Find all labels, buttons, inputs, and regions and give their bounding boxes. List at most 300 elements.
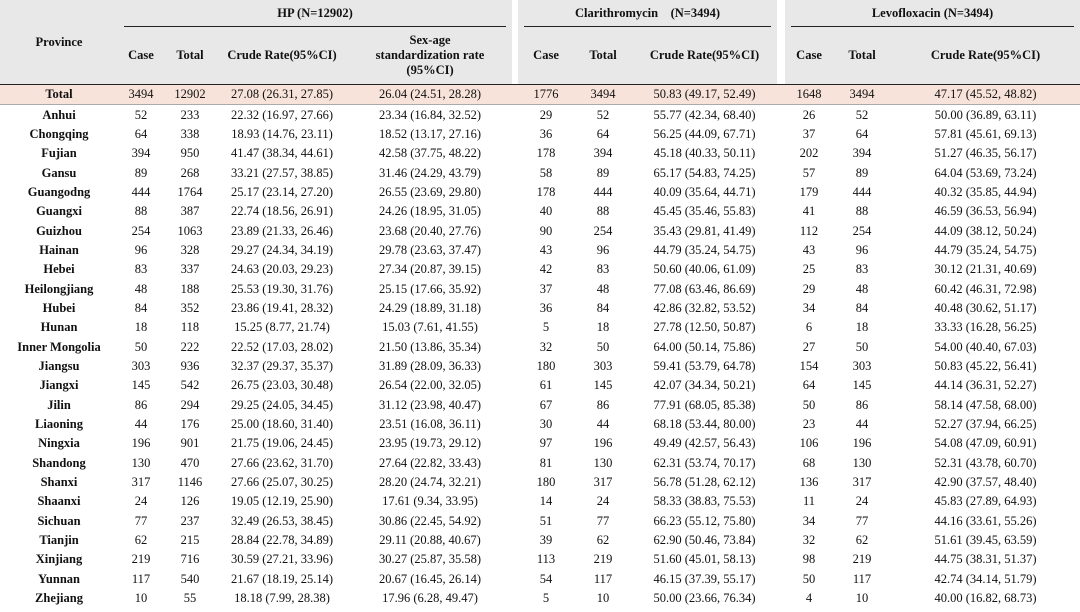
- hp-crude-rate-cell: 26.75 (23.03, 30.48): [230, 378, 334, 393]
- hp-crude-rate-cell: 25.17 (23.14, 27.20): [230, 184, 334, 199]
- levo-total-cell: 444: [852, 184, 872, 199]
- hp-crude-rate-cell: 27.66 (25.07, 30.25): [230, 475, 334, 490]
- levo-case-cell: 37: [802, 126, 816, 141]
- levo-crude-rate-cell: 54.00 (40.40, 67.03): [934, 339, 1037, 354]
- hp-std-rate-cell: 26.04 (24.51, 28.28): [348, 85, 512, 105]
- levo-case-cell: 41: [802, 204, 816, 219]
- levo-case-cell: 4: [805, 591, 813, 606]
- column-gap: [777, 396, 785, 415]
- levo-case-cell: 43: [802, 242, 816, 257]
- hp-std-header: [348, 27, 512, 85]
- clar-crude-header: Crude Rate(95%CI): [632, 27, 777, 85]
- province-cell: Anhui: [42, 107, 76, 122]
- column-gap: [777, 183, 785, 202]
- hp-std-rate-cell: 15.03 (7.61, 41.55): [382, 320, 478, 335]
- hp-std-rate-cell: 23.68 (20.40, 27.76): [378, 223, 482, 238]
- province-cell: Jilin: [47, 397, 71, 412]
- table-row: [0, 454, 1080, 473]
- column-gap: [777, 550, 785, 569]
- column-gap: [777, 279, 785, 298]
- clar-case-cell: 51: [539, 513, 553, 528]
- hp-group-label: HP (N=12902): [277, 6, 353, 20]
- hp-std-rate-cell: 21.50 (13.86, 35.34): [378, 339, 482, 354]
- clarithromycin-group-header: [518, 0, 777, 27]
- levo-crude-rate-cell: 58.14 (47.58, 68.00): [934, 397, 1037, 412]
- hp-crude-rate-cell: 23.89 (21.33, 26.46): [230, 223, 334, 238]
- hp-crude-rate-cell: 19.05 (12.19, 25.90): [230, 494, 334, 509]
- clar-crude-rate-cell: 58.33 (38.83, 75.53): [653, 494, 756, 509]
- clar-case-cell: 43: [539, 242, 553, 257]
- levo-crude-rate-cell: 60.42 (46.31, 72.98): [934, 281, 1037, 296]
- column-gap: [777, 531, 785, 550]
- hp-case-cell: 18: [134, 320, 148, 335]
- column-gap: [777, 570, 785, 589]
- clar-crude-rate-cell: 50.00 (23.66, 76.34): [653, 591, 756, 606]
- hp-case-cell: 317: [131, 475, 151, 490]
- levo-total-cell: 10: [855, 591, 869, 606]
- hp-std-rate-cell: 30.27 (25.87, 35.58): [378, 552, 482, 567]
- province-cell: Xinjiang: [35, 552, 83, 567]
- levo-crude-rate-cell: 52.31 (43.78, 60.70): [934, 455, 1037, 470]
- clar-crude-rate-cell: 77.91 (68.05, 85.38): [653, 397, 756, 412]
- hp-crude-rate-cell: 29.27 (24.34, 34.19): [230, 242, 334, 257]
- hp-case-cell: 254: [131, 223, 151, 238]
- levo-total-cell: 86: [855, 397, 869, 412]
- clar-crude-rate-cell: 68.18 (53.44, 80.00): [653, 417, 756, 432]
- clar-total-cell: 254: [593, 223, 613, 238]
- table-row: [0, 163, 1080, 182]
- clar-case-cell: 5: [542, 591, 550, 606]
- levo-case-cell: 106: [799, 436, 819, 451]
- clar-total-cell: 10: [596, 591, 610, 606]
- levo-case-cell: 11: [803, 494, 816, 509]
- hp-case-cell: 145: [131, 378, 151, 393]
- levo-crude-rate-cell: 44.14 (36.31, 52.27): [934, 378, 1037, 393]
- hp-total-cell: 118: [180, 320, 200, 335]
- levofloxacin-group-label: Levofloxacin (N=3494): [871, 6, 994, 20]
- hp-std-rate-cell: 17.61 (9.34, 33.95): [382, 494, 478, 509]
- hp-crude-rate-cell: 32.37 (29.37, 35.37): [230, 358, 334, 373]
- hp-crude-rate-cell: 32.49 (26.53, 38.45): [230, 513, 334, 528]
- table-row: [0, 492, 1080, 511]
- levo-case-cell: 27: [802, 339, 816, 354]
- clar-case-cell: 81: [539, 455, 553, 470]
- levo-case-cell: 202: [799, 146, 819, 161]
- clar-total-cell: 77: [596, 513, 610, 528]
- table-row: [0, 202, 1080, 221]
- hp-case-cell: 117: [131, 571, 151, 586]
- hp-case-cell: 48: [134, 281, 148, 296]
- column-gap: [777, 299, 785, 318]
- hp-crude-rate-cell: 41.47 (38.34, 44.61): [230, 146, 334, 161]
- hp-case-cell: 89: [134, 165, 148, 180]
- hp-total-cell: 950: [180, 146, 200, 161]
- province-cell: Fujian: [41, 146, 77, 161]
- levo-crude-rate-cell: 52.27 (37.94, 66.25): [934, 417, 1037, 432]
- clar-crude-rate-cell: 56.78 (51.28, 62.12): [653, 475, 756, 490]
- clar-crude-rate-cell: 46.15 (37.39, 55.17): [653, 571, 756, 586]
- hp-crude-rate-cell: 27.08 (26.31, 27.85): [216, 85, 348, 105]
- column-gap: [777, 512, 785, 531]
- hp-crude-rate-cell: 28.84 (22.78, 34.89): [230, 533, 334, 548]
- province-cell: Sichuan: [37, 513, 81, 528]
- hp-total-cell: 338: [180, 126, 200, 141]
- hp-std-rate-cell: 18.52 (13.17, 27.16): [378, 126, 482, 141]
- levo-crude-rate-cell: 64.04 (53.69, 73.24): [934, 165, 1037, 180]
- clarithromycin-group-label: Clarithromycin (N=3494): [574, 6, 721, 20]
- table-row: [0, 396, 1080, 415]
- levo-crude-rate-cell: 44.79 (35.24, 54.75): [934, 242, 1037, 257]
- hp-case-cell: 50: [134, 339, 148, 354]
- levo-case-cell: 57: [802, 165, 816, 180]
- hp-std-rate-cell: 27.64 (22.82, 33.43): [378, 455, 482, 470]
- hp-case-cell: 196: [131, 436, 151, 451]
- clar-total-cell: 303: [593, 358, 613, 373]
- clar-crude-rate-cell: 62.90 (50.46, 73.84): [653, 533, 756, 548]
- clar-total-cell: 3494: [574, 85, 632, 105]
- province-header: Province: [0, 0, 118, 85]
- clar-crude-rate-cell: 45.18 (40.33, 50.11): [653, 146, 756, 161]
- levo-total-cell: 24: [855, 494, 869, 509]
- column-gap: [777, 105, 785, 125]
- levo-crude-rate-cell: 42.90 (37.57, 48.40): [934, 475, 1037, 490]
- table-row: [0, 125, 1080, 144]
- table-row: [0, 144, 1080, 163]
- hp-total-cell: 126: [180, 494, 200, 509]
- province-cell: Heilongjiang: [24, 281, 94, 296]
- levo-total-cell: 50: [855, 339, 869, 354]
- hp-std-header-line: Sex-age: [409, 33, 451, 47]
- hp-total-header: Total: [164, 27, 216, 85]
- province-cell: Yunnan: [38, 571, 80, 586]
- province-cell: Hunan: [40, 320, 78, 335]
- hp-std-rate-cell: 23.34 (16.84, 32.52): [378, 107, 482, 122]
- province-cell: Guangodng: [27, 184, 91, 199]
- levo-total-cell: 44: [855, 417, 869, 432]
- hp-std-rate-cell: 31.12 (23.98, 40.47): [378, 397, 482, 412]
- hp-std-rate-cell: 23.51 (16.08, 36.11): [379, 417, 481, 432]
- levo-total-cell: 145: [852, 378, 872, 393]
- column-gap: [777, 434, 785, 453]
- table-row: [0, 241, 1080, 260]
- clar-crude-rate-cell: 66.23 (55.12, 75.80): [653, 513, 756, 528]
- hp-total-cell: 542: [180, 378, 200, 393]
- levo-crude-rate-cell: 47.17 (45.52, 48.82): [891, 85, 1080, 105]
- hp-crude-rate-cell: 15.25 (8.77, 21.74): [234, 320, 330, 335]
- hp-total-cell: 901: [180, 436, 200, 451]
- table-row: [0, 531, 1080, 550]
- clar-crude-rate-cell: 40.09 (35.64, 44.71): [653, 184, 756, 199]
- table-row: [0, 570, 1080, 589]
- clar-total-cell: 96: [596, 242, 610, 257]
- province-cell: Total: [0, 85, 118, 105]
- clar-total-cell: 89: [596, 165, 610, 180]
- levo-case-cell: 112: [799, 223, 819, 238]
- hp-crude-header: Crude Rate(95%CI): [216, 27, 348, 85]
- hp-std-rate-cell: 31.89 (28.09, 36.33): [378, 358, 482, 373]
- hp-case-cell: 444: [131, 184, 151, 199]
- table-row: [0, 318, 1080, 337]
- hp-total-cell: 55: [183, 591, 197, 606]
- hp-std-rate-cell: 27.34 (20.87, 39.15): [378, 262, 482, 277]
- hp-case-cell: 86: [134, 397, 148, 412]
- hp-total-cell: 936: [180, 358, 200, 373]
- clar-total-cell: 62: [596, 533, 610, 548]
- hp-std-rate-cell: 30.86 (22.45, 54.92): [378, 513, 482, 528]
- levo-total-cell: 18: [855, 320, 869, 335]
- hp-total-cell: 716: [180, 552, 200, 567]
- hp-std-rate-cell: 24.29 (18.89, 31.18): [378, 300, 482, 315]
- clar-crude-rate-cell: 64.00 (50.14, 75.86): [653, 339, 756, 354]
- hp-total-cell: 470: [180, 455, 200, 470]
- hp-total-cell: 1146: [177, 475, 203, 490]
- hp-case-cell: 3494: [118, 85, 164, 105]
- province-cell: Gansu: [41, 165, 77, 180]
- hp-total-cell: 337: [180, 262, 200, 277]
- table-row: [0, 376, 1080, 395]
- clar-crude-rate-cell: 35.43 (29.81, 41.49): [653, 223, 756, 238]
- province-cell: Guizhou: [36, 223, 82, 238]
- clar-total-cell: 117: [593, 571, 613, 586]
- clar-crude-rate-cell: 56.25 (44.09, 67.71): [653, 126, 756, 141]
- hp-case-header: Case: [118, 27, 164, 85]
- hp-crude-rate-cell: 29.25 (24.05, 34.45): [230, 397, 334, 412]
- levo-total-cell: 64: [855, 126, 869, 141]
- levo-total-cell: 88: [855, 204, 869, 219]
- province-cell: Hainan: [39, 242, 79, 257]
- clar-total-cell: 219: [593, 552, 613, 567]
- hp-std-rate-cell: 17.96 (6.28, 49.47): [382, 591, 478, 606]
- hp-case-cell: 64: [134, 126, 148, 141]
- levo-crude-rate-cell: 45.83 (27.89, 64.93): [934, 494, 1037, 509]
- hp-case-cell: 84: [134, 300, 148, 315]
- province-cell: Zhejiang: [35, 591, 83, 606]
- table-row: [0, 337, 1080, 356]
- clar-total-cell: 130: [593, 455, 613, 470]
- levo-total-cell: 394: [852, 146, 872, 161]
- province-cell: Tianjin: [39, 533, 79, 548]
- levo-case-cell: 32: [802, 533, 816, 548]
- hp-crude-rate-cell: 22.74 (18.56, 26.91): [230, 204, 334, 219]
- clar-case-cell: 97: [539, 436, 553, 451]
- clar-crude-rate-cell: 50.83 (49.17, 52.49): [632, 85, 777, 105]
- column-gap: [777, 492, 785, 511]
- levo-case-cell: 98: [802, 552, 816, 567]
- hp-total-cell: 268: [180, 165, 200, 180]
- clar-total-cell: 394: [593, 146, 613, 161]
- table-row: [0, 260, 1080, 279]
- clar-total-cell: 44: [596, 417, 610, 432]
- column-gap: [777, 473, 785, 492]
- clar-total-cell: 88: [596, 204, 610, 219]
- hp-total-cell: 233: [180, 107, 200, 122]
- hp-crude-rate-cell: 30.59 (27.21, 33.96): [230, 552, 334, 567]
- levo-total-cell: 89: [855, 165, 869, 180]
- column-gap: [777, 144, 785, 163]
- clar-total-cell: 50: [596, 339, 610, 354]
- clar-total-cell: 444: [593, 184, 613, 199]
- province-cell: Shanxi: [40, 475, 78, 490]
- clar-case-cell: 180: [536, 358, 556, 373]
- hp-case-cell: 303: [131, 358, 151, 373]
- clar-total-header: Total: [574, 27, 632, 85]
- hp-std-rate-cell: 31.46 (24.29, 43.79): [378, 165, 482, 180]
- levo-crude-rate-cell: 51.27 (46.35, 56.17): [934, 146, 1037, 161]
- hp-std-rate-cell: 29.78 (23.63, 37.47): [378, 242, 482, 257]
- levo-case-cell: 29: [802, 281, 816, 296]
- hp-std-rate-cell: 42.58 (37.75, 48.22): [378, 146, 482, 161]
- province-cell: Chongqing: [29, 126, 89, 141]
- levo-crude-rate-cell: 40.48 (30.62, 51.17): [934, 300, 1037, 315]
- hp-total-cell: 1764: [177, 184, 203, 199]
- column-gap: [777, 318, 785, 337]
- clar-case-cell: 90: [539, 223, 553, 238]
- table-row: [0, 589, 1080, 608]
- levo-crude-rate-cell: 44.16 (33.61, 55.26): [934, 513, 1037, 528]
- hp-total-cell: 328: [180, 242, 200, 257]
- hp-std-rate-cell: 23.95 (19.73, 29.12): [378, 436, 482, 451]
- clar-crude-rate-cell: 49.49 (42.57, 56.43): [653, 436, 756, 451]
- clar-crude-rate-cell: 27.78 (12.50, 50.87): [653, 320, 756, 335]
- hp-case-cell: 394: [131, 146, 151, 161]
- levo-case-cell: 6: [805, 320, 813, 335]
- clar-case-cell: 30: [539, 417, 553, 432]
- total-row: [0, 85, 1080, 105]
- hp-std-rate-cell: 28.20 (24.74, 32.21): [378, 475, 482, 490]
- clar-crude-rate-cell: 51.60 (45.01, 58.13): [653, 552, 756, 567]
- clar-total-cell: 24: [596, 494, 610, 509]
- clar-total-cell: 317: [593, 475, 613, 490]
- hp-case-cell: 219: [131, 552, 151, 567]
- levo-total-cell: 96: [855, 242, 869, 257]
- clar-case-cell: 1776: [518, 85, 574, 105]
- hp-case-cell: 44: [134, 417, 148, 432]
- clar-case-cell: 58: [539, 165, 553, 180]
- table-row: [0, 550, 1080, 569]
- hp-group-header: [118, 0, 512, 27]
- levo-crude-rate-cell: 33.33 (16.28, 56.25): [934, 320, 1037, 335]
- column-gap: [777, 125, 785, 144]
- hp-case-cell: 96: [134, 242, 148, 257]
- hp-total-cell: 1063: [177, 223, 203, 238]
- clar-crude-rate-cell: 59.41 (53.79, 64.78): [653, 358, 756, 373]
- province-cell: Guangxi: [36, 204, 82, 219]
- column-gap: [777, 376, 785, 395]
- province-cell: Hebei: [43, 262, 75, 277]
- table-row: [0, 512, 1080, 531]
- levo-case-cell: 154: [799, 358, 819, 373]
- province-cell: Liaoning: [35, 417, 83, 432]
- clar-total-cell: 83: [596, 262, 610, 277]
- hp-crude-rate-cell: 22.32 (16.97, 27.66): [230, 107, 334, 122]
- clar-total-cell: 84: [596, 300, 610, 315]
- column-gap: [777, 415, 785, 434]
- column-gap: [777, 589, 785, 608]
- hp-crude-rate-cell: 27.66 (23.62, 31.70): [230, 455, 334, 470]
- clar-total-cell: 64: [596, 126, 610, 141]
- hp-total-cell: 176: [180, 417, 200, 432]
- clar-case-cell: 36: [539, 300, 553, 315]
- hp-std-rate-cell: 24.26 (18.95, 31.05): [378, 204, 482, 219]
- hp-crude-rate-cell: 33.21 (27.57, 38.85): [230, 165, 334, 180]
- levo-total-cell: 254: [852, 223, 872, 238]
- column-gap: [777, 85, 785, 105]
- clar-total-cell: 48: [596, 281, 610, 296]
- hp-crude-rate-cell: 23.86 (19.41, 28.32): [230, 300, 334, 315]
- clar-crude-rate-cell: 62.31 (53.74, 70.17): [653, 455, 756, 470]
- hp-total-cell: 215: [180, 533, 200, 548]
- clar-total-cell: 18: [596, 320, 610, 335]
- levo-case-cell: 23: [802, 417, 816, 432]
- clar-crude-rate-cell: 65.17 (54.83, 74.25): [653, 165, 756, 180]
- table-row: [0, 434, 1080, 453]
- column-gap: [777, 260, 785, 279]
- levo-crude-rate-cell: 46.59 (36.53, 56.94): [934, 204, 1037, 219]
- levo-crude-header: Crude Rate(95%CI): [891, 27, 1080, 85]
- levo-crude-rate-cell: 44.09 (38.12, 50.24): [934, 223, 1037, 238]
- clar-case-cell: 5: [542, 320, 550, 335]
- table-row: [0, 299, 1080, 318]
- province-cell: Jiangxi: [39, 378, 79, 393]
- clar-crude-rate-cell: 77.08 (63.46, 86.69): [653, 281, 756, 296]
- column-gap: [777, 337, 785, 356]
- clar-crude-rate-cell: 42.07 (34.34, 50.21): [653, 378, 756, 393]
- province-cell: Shandong: [32, 455, 86, 470]
- levo-total-cell: 3494: [833, 85, 891, 105]
- hp-crude-rate-cell: 18.93 (14.76, 23.11): [231, 126, 333, 141]
- hp-total-cell: 540: [180, 571, 200, 586]
- levo-total-cell: 303: [852, 358, 872, 373]
- clar-case-cell: 36: [539, 126, 553, 141]
- clar-case-cell: 180: [536, 475, 556, 490]
- levo-case-cell: 136: [799, 475, 819, 490]
- table-row: [0, 105, 1080, 125]
- column-gap: [777, 27, 785, 85]
- levo-case-cell: 26: [802, 107, 816, 122]
- column-gap: [777, 221, 785, 240]
- column-gap: [777, 0, 785, 27]
- clar-total-cell: 86: [596, 397, 610, 412]
- levo-total-cell: 196: [852, 436, 872, 451]
- levo-crude-rate-cell: 44.75 (38.31, 51.37): [934, 552, 1037, 567]
- levo-total-cell: 84: [855, 300, 869, 315]
- column-gap: [777, 357, 785, 376]
- levo-case-cell: 179: [799, 184, 819, 199]
- table-row: [0, 279, 1080, 298]
- levo-case-cell: 34: [802, 300, 816, 315]
- levo-total-cell: 317: [852, 475, 872, 490]
- levo-case-cell: 50: [802, 397, 816, 412]
- clar-case-cell: 178: [536, 146, 556, 161]
- hp-total-cell: 188: [180, 281, 200, 296]
- table-row: [0, 473, 1080, 492]
- table-row: [0, 415, 1080, 434]
- hp-case-cell: 62: [134, 533, 148, 548]
- levo-crude-rate-cell: 42.74 (34.14, 51.79): [934, 571, 1037, 586]
- clar-case-cell: 14: [539, 494, 553, 509]
- levo-case-cell: 68: [802, 455, 816, 470]
- hp-total-cell: 237: [180, 513, 200, 528]
- levo-crude-rate-cell: 50.00 (36.89, 63.11): [934, 107, 1037, 122]
- column-gap: [777, 241, 785, 260]
- province-cell: Ningxia: [38, 436, 80, 451]
- hp-std-rate-cell: 29.11 (20.88, 40.67): [379, 533, 481, 548]
- hp-total-cell: 294: [180, 397, 200, 412]
- levo-crude-rate-cell: 40.00 (16.82, 68.73): [934, 591, 1037, 606]
- clar-crude-rate-cell: 42.86 (32.82, 53.52): [653, 300, 756, 315]
- hp-std-header-line: (95%CI): [406, 63, 454, 77]
- levo-case-header: Case: [785, 27, 833, 85]
